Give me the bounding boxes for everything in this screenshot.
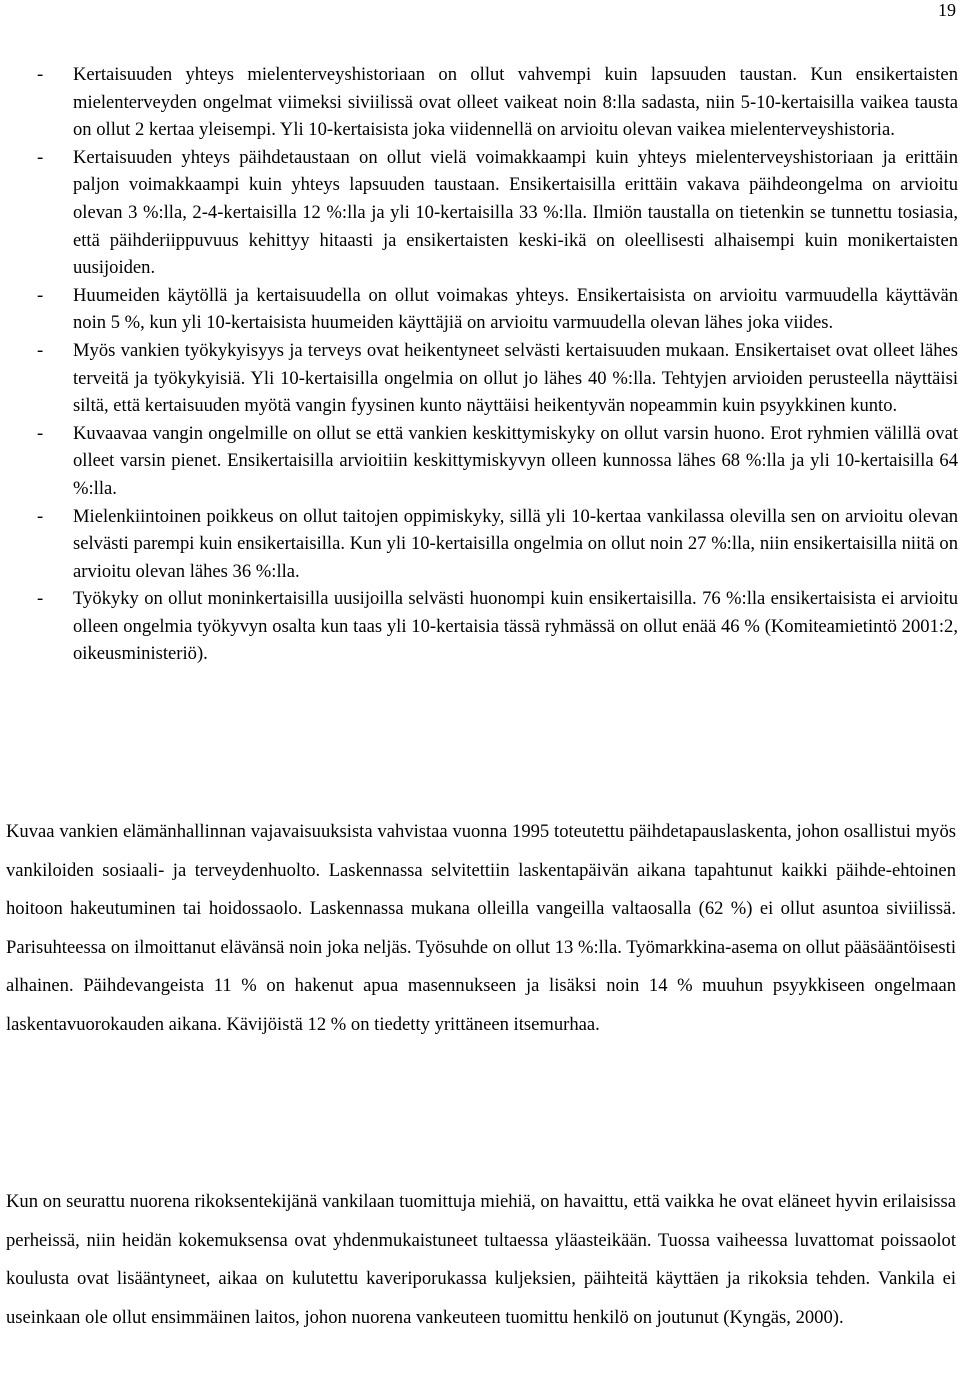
body-paragraph: Kuvaa vankien elämänhallinnan vajavaisuuksista vahvistaa vuonna 1995 toteutettu päihdetapauslaskenta, johon osallistui myös vankiloiden sosiaali- ja terveydenhuolto. Laskennassa selvitettiin laskentapäivän aikana tapahtunut kaikki päihde-ehtoinen hoitoon hakeutuminen tai hoidossaolo. Laskennassa mukana olleilla vangeilla valtaosalla (62 %) ei ollut asuntoa siviilissä. Parisuhteessa on ilmoittanut elävänsä noin joka neljäs. Työsuhde on ollut 13 %:lla. Työmarkkina-asema on ollut pääsääntöisesti alhainen. Päihdevangeista 11 % on hakenut apua masennukseen ja lisäksi noin 14 % muuhun psyykkiseen ongelmaan laskentavuorokauden aikana. Kävijöistä 12 % on tiedetty yrittäneen itsemurhaa. (6, 821, 956, 1035)
body-paragraph: Kun on seurattu nuorena rikoksentekijänä vankilaan tuomittuja miehiä, on havaittu, että vaikka he ovat eläneet hyvin erilaisissa perheissä, niin heidän kokemuksensa ovat yhdenmukaistuneet tultaessa yläasteikään. Tuossa vaiheessa luvattomat poissaolot koulusta ovat lisääntyneet, aikaa on kulutettu kaveriporukassa kuljeksien, päihteitä käyttäen ja rikoksia tehden. Vankila ei useinkaan ole ollut ensimmäinen laitos, johon nuorena vankeuteen tuomittu henkilö on joutunut (Kyngäs, 2000). (6, 1191, 956, 1328)
list-item-text: Kertaisuuden yhteys päihdetaustaan on ollut vielä voimakkaampi kuin yhteys mielenterveyshistoriaan ja erittäin paljon voimakkaampi kuin yhteys lapsuuden taustaan. Ensikertaisilla erittäin vakava päihdeongelma on arvioitu olevan 3 %:lla, 2-4-kertaisilla 12 %:lla ja yli 10-kertaisilla 33 %:lla. Ilmiön taustalla on tietenkin se tunnettu tosiasia, että päihderiippuvuus kehittyy hitaasti ja ensikertaisten keski-ikä on oleellisesti alhaisempi kuin monikertaisten uusijoiden. (73, 146, 958, 279)
bullet-marker: - (37, 422, 44, 444)
list-item-text: Mielenkiintoinen poikkeus on ollut taitojen oppimiskyky, sillä yli 10-kertaa vankilassa olevilla sen on arvioitu olevan selvästi parempi kuin ensikertaisilla. Kun yli 10-kertaisilla ongelmia on ollut noin 27 %:lla, niin ensikertaisilla niitä on arvioitu olevan lähes 36 %:lla. (73, 505, 958, 582)
bullet-marker: - (37, 146, 44, 168)
list-item (34, 585, 958, 668)
bullet-marker: - (37, 284, 44, 306)
list-item-text: Huumeiden käytöllä ja kertaisuudella on ollut voimakas yhteys. Ensikertaisista on arvioitu varmuudella käyttävän noin 5 %, kun yli 10-kertaisista huumeiden käyttäjiä on arvioitu varmuudella olevan lähes joka viides. (73, 284, 958, 334)
page-number: 19 (938, 0, 956, 20)
list-item (34, 337, 958, 420)
list-item-text: Kertaisuuden yhteys mielenterveyshistoriaan on ollut vahvempi kuin lapsuuden taustan. Kun ensikertaisten mielenterveyden ongelmat viimeksi siviilissä ovat olleet vaikeat noin 8:lla sadasta, niin 5-10-kertaisilla vaikea tausta on ollut 2 kertaa yleisempi. Yli 10-kertaisista joka viidennellä on arvioitu olevan vaikea mielenterveyshistoria. (73, 64, 958, 141)
list-item (34, 282, 958, 337)
list-item (34, 144, 958, 282)
list-item (34, 61, 958, 144)
list-item-text: Kuvaavaa vangin ongelmille on ollut se että vankien keskittymiskyky on ollut varsin huono. Erot ryhmien välillä ovat olleet varsin pienet. Ensikertaisilla arvioitiin keskittymiskyvyn olleen kunnossa lähes 68 %:lla ja yli 10-kertaisilla 64 %:lla. (73, 422, 958, 499)
bullet-marker: - (37, 64, 44, 85)
list-item (34, 420, 958, 503)
bullet-list (34, 61, 958, 668)
list-item-text: Työkyky on ollut moninkertaisilla uusijoilla selvästi huonompi kuin ensikertaisilla. 76 %:lla ensikertaisista ei arvioitu olleen ongelmia työkyvyn osalta kun taas yli 10-kertaisia tässä ryhmässä on ollut enää 46 % (Komiteamietintö 2001:2, oikeusministeriö). (73, 588, 958, 665)
list-item (34, 503, 958, 586)
bullet-marker: - (37, 505, 44, 527)
bullet-marker: - (37, 588, 44, 610)
bullet-marker: - (37, 339, 44, 361)
list-item-text: Myös vankien työkykyisyys ja terveys ovat heikentyneet selvästi kertaisuuden mukaan. Ensikertaiset ovat olleet lähes terveitä ja työkykyisiä. Yli 10-kertaisilla ongelmia on ollut jo lähes 40 %:lla. Tehtyjen arvioiden perusteella näyttäisi siltä, että kertaisuuden myötä vangin fyysinen kunto näyttäisi heikentyvän nopeammin kuin psyykkinen kunto. (73, 339, 958, 417)
